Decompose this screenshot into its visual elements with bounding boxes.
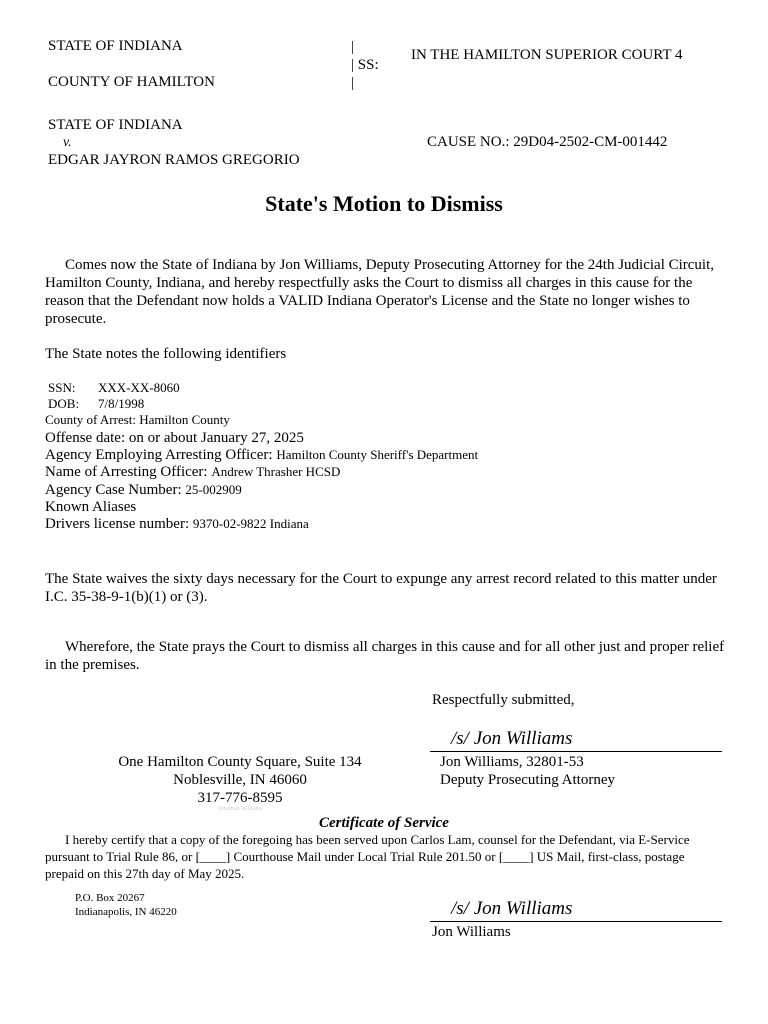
- offense-date: Offense date: on or about January 27, 2025: [45, 430, 304, 446]
- attorney-title: Deputy Prosecuting Attorney: [440, 772, 615, 788]
- known-aliases: Known Aliases: [45, 499, 137, 515]
- caption-ss: | SS:: [351, 57, 379, 73]
- signer-name: Jon Williams: [432, 924, 511, 940]
- signature-line-2: [430, 921, 722, 922]
- court-name: IN THE HAMILTON SUPERIOR COURT 4: [411, 47, 683, 63]
- agency-value: Hamilton County Sheriff's Department: [276, 447, 479, 462]
- caption-bar-bottom: |: [351, 75, 355, 91]
- cause-number: CAUSE NO.: 29D04-2502-CM-001442: [427, 134, 668, 150]
- attorney-name-number: Jon Williams, 32801-53: [440, 754, 584, 770]
- waiver-paragraph: The State waives the sixty days necessary for the Court to expunge any arrest record related to this matter under I.C. 35-38-9-1(b)(1) or (3).: [45, 571, 717, 605]
- office-city: Noblesville, IN 46060: [173, 772, 307, 788]
- agency-label: Agency Employing Arresting Officer:: [45, 447, 273, 463]
- caption-state: STATE OF INDIANA: [48, 38, 183, 54]
- caption-county: COUNTY OF HAMILTON: [48, 74, 215, 90]
- ssn-value: XXX-XX-8060: [98, 380, 180, 395]
- license-row: [45, 515, 309, 533]
- signature-1: /s/ Jon Williams: [451, 728, 573, 749]
- prayer-paragraph: Wherefore, the State prays the Court to dismiss all charges in this cause and for all other just and proper relief in the premises.: [45, 639, 725, 673]
- plaintiff-name: STATE OF INDIANA: [48, 117, 183, 133]
- agency-row: [45, 446, 478, 464]
- office-phone: 317-776-8595: [197, 790, 283, 806]
- officer-row: [45, 463, 340, 481]
- faint-mark: Jonathan Williams: [218, 806, 263, 812]
- intro-paragraph: Comes now the State of Indiana by Jon Williams, Deputy Prosecuting Attorney for the 24th Judicial Circuit, Hamilton County, Indiana, and hereby respectfully asks the Court to dismiss all charges in this cause for the reason that the Defendant now holds a VALID Indiana Operator's License and the State no longer wishes to prosecute.: [45, 257, 715, 327]
- identifiers-heading: The State notes the following identifiers: [45, 346, 287, 362]
- license-value: 9370-02-9822 Indiana: [192, 516, 309, 531]
- officer-value: Andrew Thrasher HCSD: [211, 464, 341, 479]
- ssn-label: SSN:: [48, 380, 76, 395]
- county-of-arrest: County of Arrest: Hamilton County: [45, 412, 230, 427]
- caption-bar-top: |: [351, 39, 355, 55]
- agency-case-value: 25-002909: [185, 482, 242, 497]
- versus: v.: [63, 135, 72, 150]
- license-label: Drivers license number:: [45, 516, 190, 532]
- certificate-text: I hereby certify that a copy of the foregoing has been served upon Carlos Lam, counsel for the Defendant, via E-Service pursuant to Trial Rule 86, or [____] Courthouse Mail under Local Trial Rule 201.50 or [____] US Mail, first-class, postage prepaid on this 27th day of May 2025.: [45, 832, 690, 881]
- po-box-line1: P.O. Box 20267: [75, 892, 145, 904]
- po-box-line2: Indianapolis, IN 46220: [75, 906, 177, 918]
- officer-label: Name of Arresting Officer:: [45, 464, 208, 480]
- dob-value: 7/8/1998: [98, 396, 145, 411]
- closing: Respectfully submitted,: [432, 692, 575, 708]
- signature-2: /s/ Jon Williams: [451, 898, 573, 919]
- certificate-heading: Certificate of Service: [319, 815, 449, 831]
- agency-case-label: Agency Case Number:: [45, 482, 182, 498]
- signature-line-1: [430, 751, 722, 752]
- dob-label: DOB:: [48, 396, 80, 411]
- document-title: State's Motion to Dismiss: [265, 191, 503, 216]
- defendant-name: EDGAR JAYRON RAMOS GREGORIO: [48, 152, 300, 168]
- office-street: One Hamilton County Square, Suite 134: [118, 754, 362, 770]
- agency-case-row: [45, 481, 242, 499]
